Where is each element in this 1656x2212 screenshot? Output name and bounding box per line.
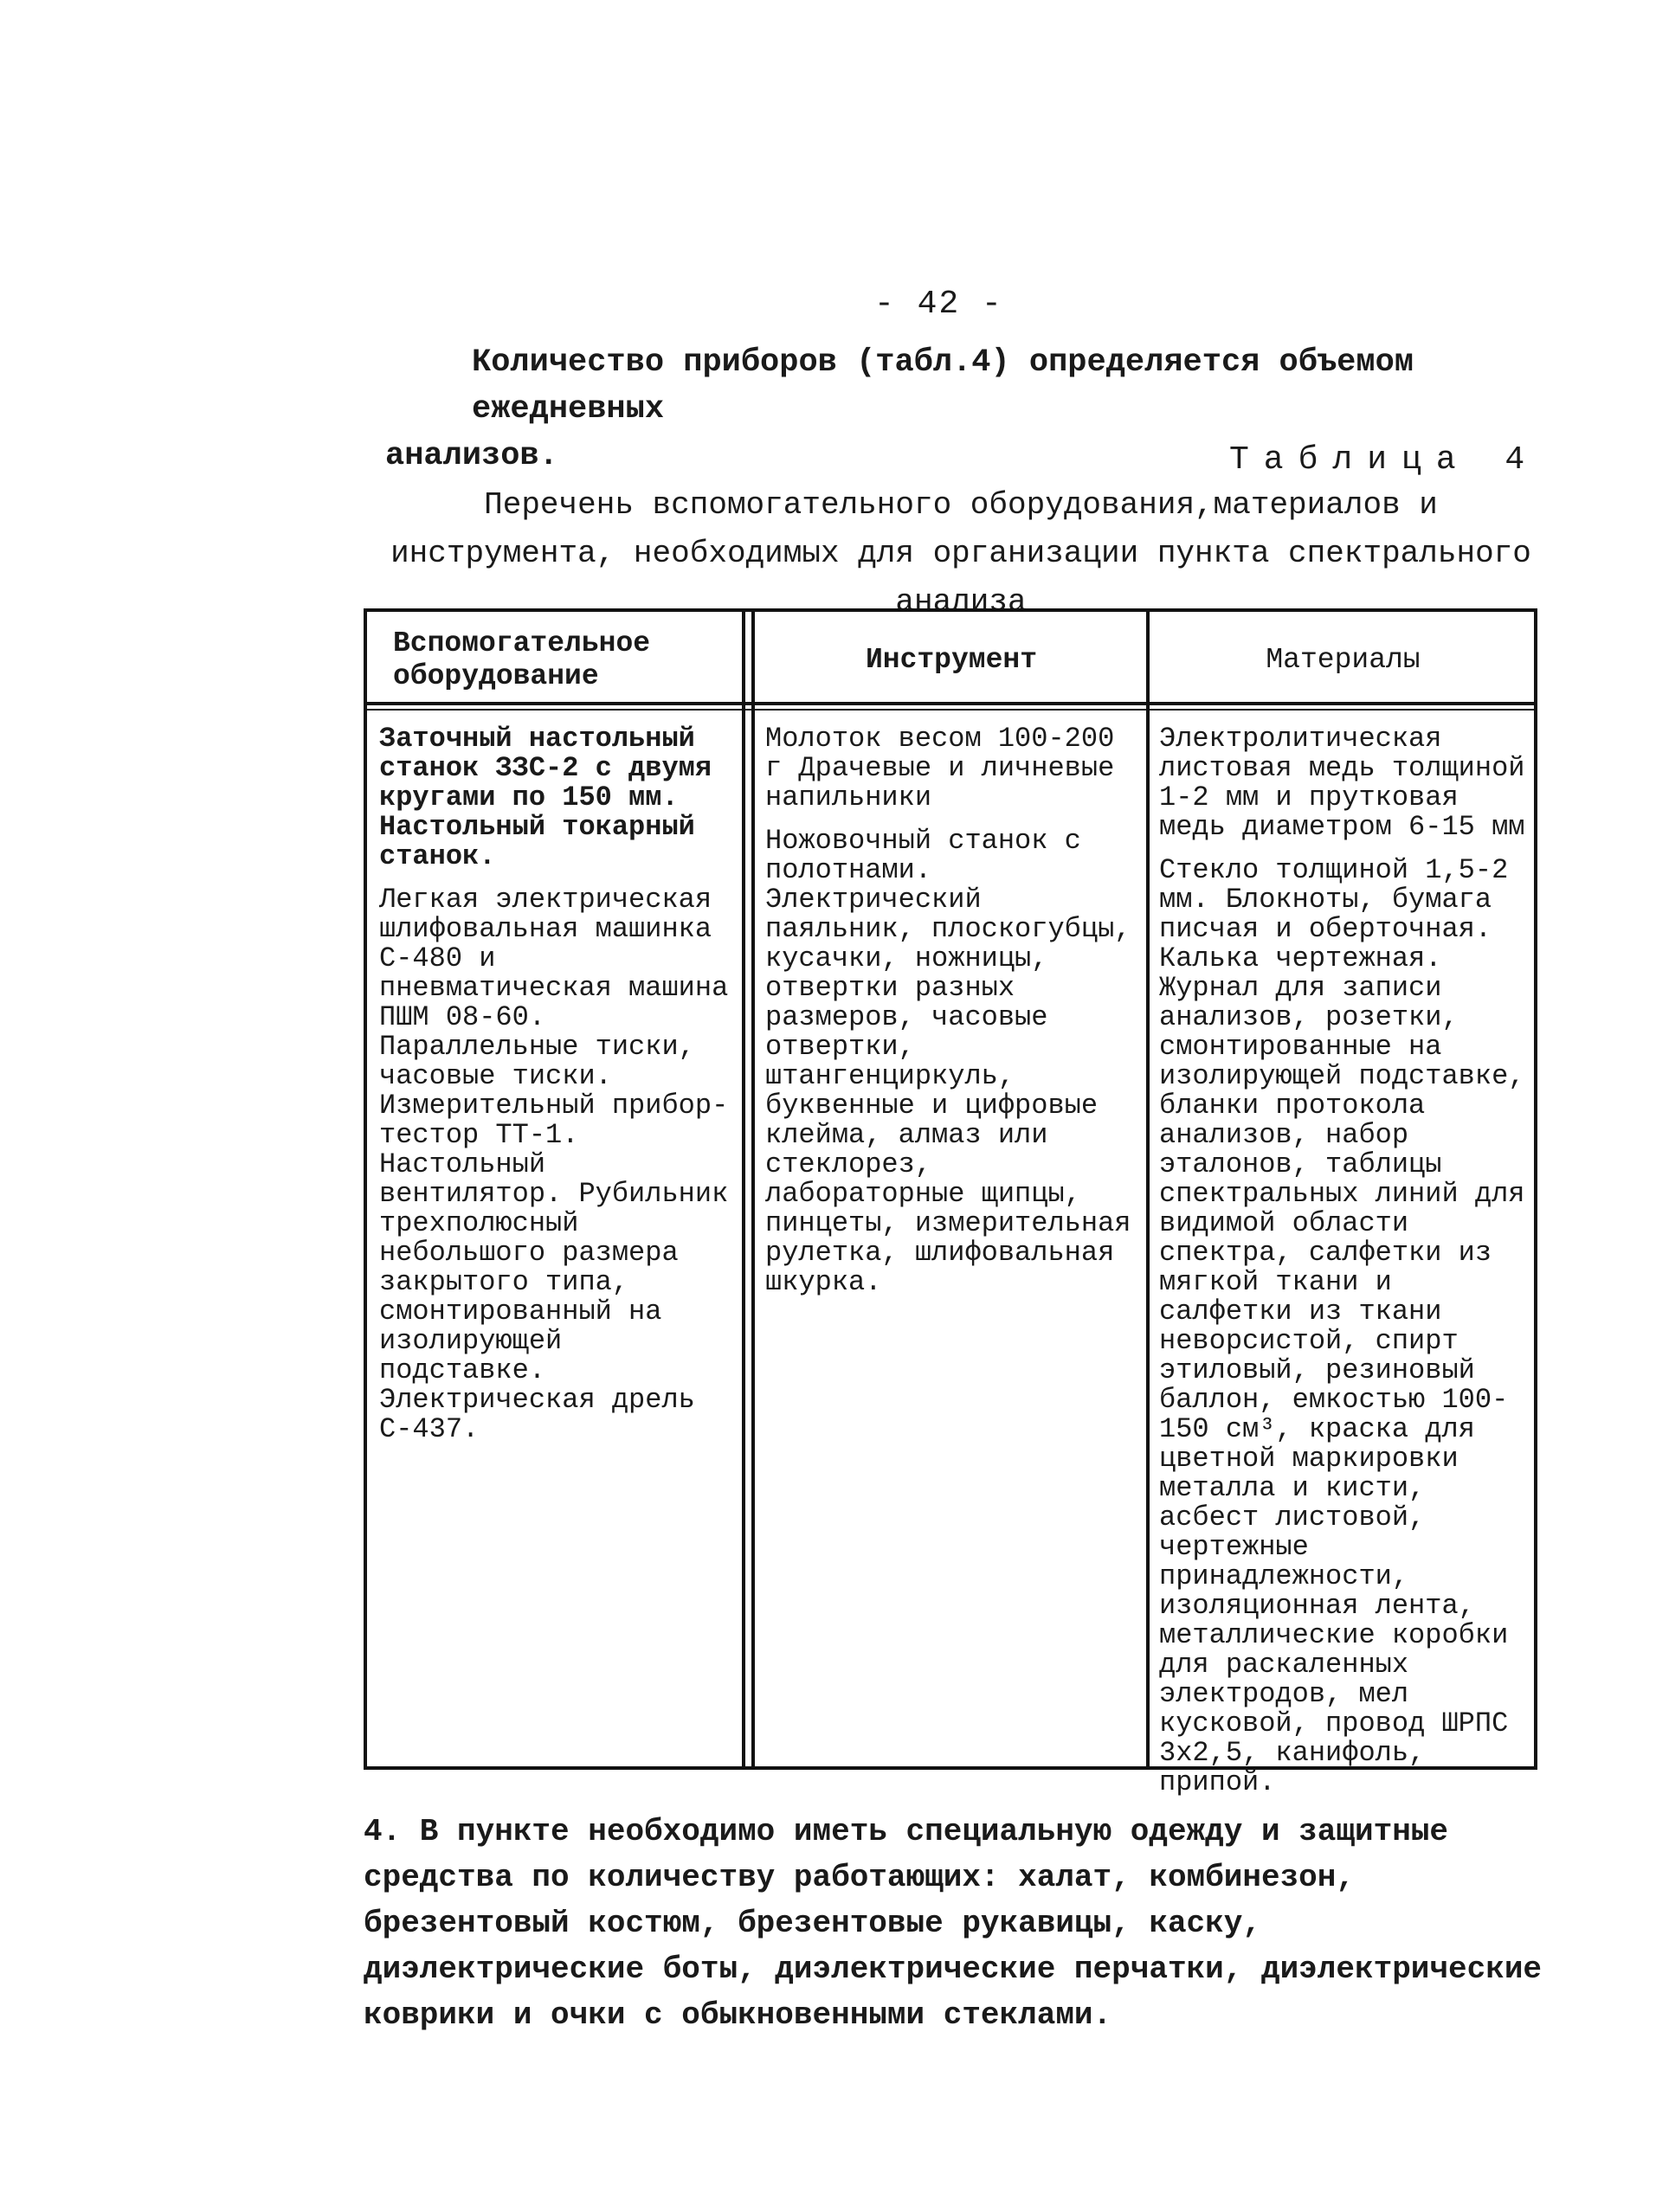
column-divider bbox=[1146, 612, 1150, 1766]
table-number: Таблица 4 bbox=[1229, 441, 1540, 479]
intro-line-2: анализов. bbox=[385, 438, 558, 474]
equipment-item: Легкая электрическая шлифовальная машинка С-480 и пневматическая машина ПШМ 08-60. Параллельные тиски, часовые тиски. Измерительный прибор-тестор ТТ-1. Настольный вентилятор. Рубильник трехполюсный небольшого размера закрытого типа, смонтированный на изолирующей подставке. Электрическая дрель С-437. bbox=[379, 884, 729, 1445]
header-equipment: Вспомогательное оборудование bbox=[393, 627, 651, 692]
materials-item: Электролитическая листовая медь толщиной 1-2 мм и прутковая медь диаметром 6-15 мм bbox=[1159, 723, 1525, 843]
tools-column bbox=[765, 724, 1137, 1311]
equipment-table bbox=[364, 608, 1537, 1798]
materials-item: Стекло толщиной 1,5-2 мм. Блокноты, бумага писчая и оберточная. Калька чертежная. Журнал для записи анализов, розетки, смонтированные на изолирующей подставке, бланки протокола анализов, набор эталонов, таблицы спектральных линий для видимой области спектра, салфетки из мягкой ткани и салфетки из ткани неворсистой, спирт этиловый, резиновый баллон, емкостью 100-150 см³, краска для цветной маркировки металла и кисти, асбест листовой, чертежные принадлежности, изоляционная лента, металлические коробки для раскаленных электродов, мел кусковой, провод ШРПС 3х2,5, канифоль, припой. bbox=[1159, 854, 1525, 1798]
tools-item: Молоток весом 100-200 г Драчевые и личневые напильники bbox=[765, 723, 1115, 813]
column-divider bbox=[751, 612, 755, 1766]
final-paragraph: 4. В пункте необходимо иметь специальную одежду и защитные средства по количеству работающих: халат, комбинезон, брезентовый костюм, брезентовые рукавицы, каску, диэлектрические боты, диэлектрические перчатки, диэлектрические коврики и очки с обыкновенными стеклами. bbox=[364, 1814, 1543, 2033]
tools-item: Ножовочный станок с полотнами. Электрический паяльник, плоскогубцы, кусачки, ножницы, отвертки разных размеров, часовые отвертки, штангенциркуль, буквенные и цифровые клейма, алмаз или стеклорез, лабораторные щипцы, пинцеты, измерительная рулетка, шлифовальная шкурка. bbox=[765, 825, 1131, 1298]
header-tools: Инструмент bbox=[865, 644, 1038, 676]
equipment-column bbox=[379, 724, 738, 1458]
table-caption: Перечень вспомогательного оборудования,материалов и инструмента, необходимых для организации пункта спектрального анализа bbox=[390, 487, 1531, 620]
header-divider bbox=[367, 709, 1534, 711]
header-divider bbox=[367, 702, 1534, 705]
materials-column bbox=[1159, 724, 1531, 1811]
intro-line-1: Количество приборов (табл.4) определяется объемом ежедневных bbox=[472, 344, 1414, 428]
page-number: - 42 - bbox=[874, 286, 1003, 323]
header-materials: Материалы bbox=[1266, 644, 1421, 676]
equipment-item: Заточный настольный станок ЗЗС-2 с двумя кругами по 150 мм. Настольный токарный станок. bbox=[379, 723, 712, 872]
column-divider bbox=[742, 612, 745, 1766]
